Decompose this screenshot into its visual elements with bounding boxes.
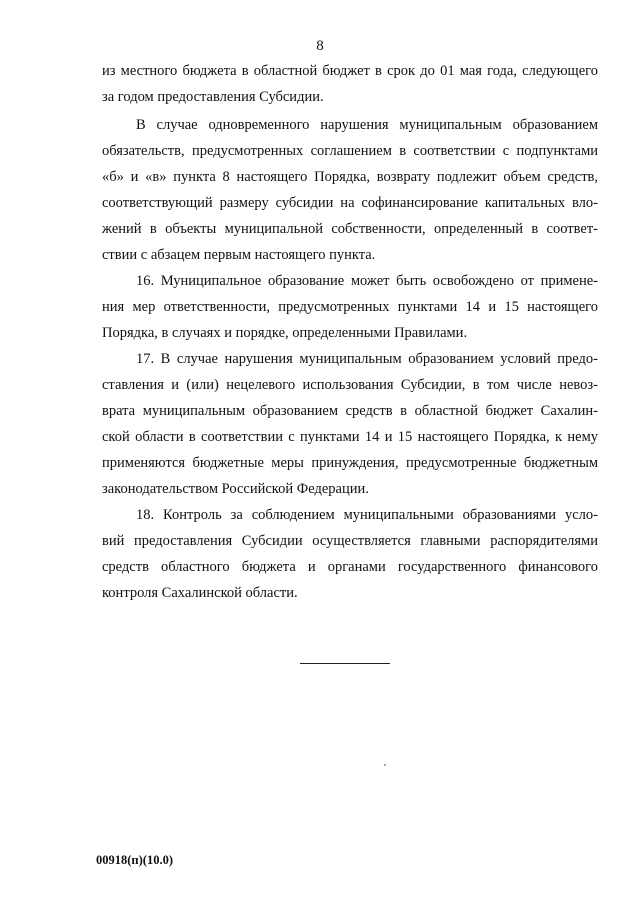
text-line: ствии с абзацем первым настоящего пункта. — [102, 247, 376, 263]
text-line: В случае одновременного нарушения муниципальным образованием — [136, 117, 598, 133]
text-line: врата муниципальным образованием средств в областной бюджет Сахалин- — [102, 403, 598, 419]
scan-speck — [384, 764, 386, 766]
text-line: 18. Контроль за соблюдением муниципальными образованиями усло- — [136, 507, 598, 523]
text-line: соответствующий размеру субсидии на софинансирование капитальных вло- — [102, 195, 598, 211]
text-line: из местного бюджета в областной бюджет в срок до 01 мая года, следующего — [102, 63, 598, 79]
page-number: 8 — [316, 38, 324, 54]
document-code: 00918(п)(10.0) — [96, 853, 173, 867]
end-separator-line — [300, 663, 390, 664]
text-line: «б» и «в» пункта 8 настоящего Порядка, возврату подлежит объем средств, — [102, 169, 598, 185]
text-line: ставления и (или) нецелевого использования Субсидии, в том числе невоз- — [102, 377, 598, 393]
text-line: 17. В случае нарушения муниципальным образованием условий предо- — [136, 351, 598, 367]
text-line: за годом предоставления Субсидии. — [102, 89, 324, 105]
text-line: ской области в соответствии с пунктами 14 и 15 настоящего Порядка, к нему — [102, 429, 598, 445]
text-line: законодательством Российской Федерации. — [102, 481, 369, 497]
text-line: ния мер ответственности, предусмотренных пунктами 14 и 15 настоящего — [102, 299, 598, 315]
text-line: применяются бюджетные меры принуждения, предусмотренные бюджетным — [102, 455, 598, 471]
text-line: вий предоставления Субсидии осуществляется главными распорядителями — [102, 533, 598, 549]
text-line: обязательств, предусмотренных соглашением в соответствии с подпунктами — [102, 143, 598, 159]
text-line: контроля Сахалинской области. — [102, 585, 298, 601]
text-line: средств областного бюджета и органами государственного финансового — [102, 559, 598, 575]
text-line: жений в объекты муниципальной собственности, определенный в соответ- — [102, 221, 598, 237]
text-line: 16. Муниципальное образование может быть освобождено от примене- — [136, 273, 598, 289]
text-line: Порядка, в случаях и порядке, определенными Правилами. — [102, 325, 468, 341]
